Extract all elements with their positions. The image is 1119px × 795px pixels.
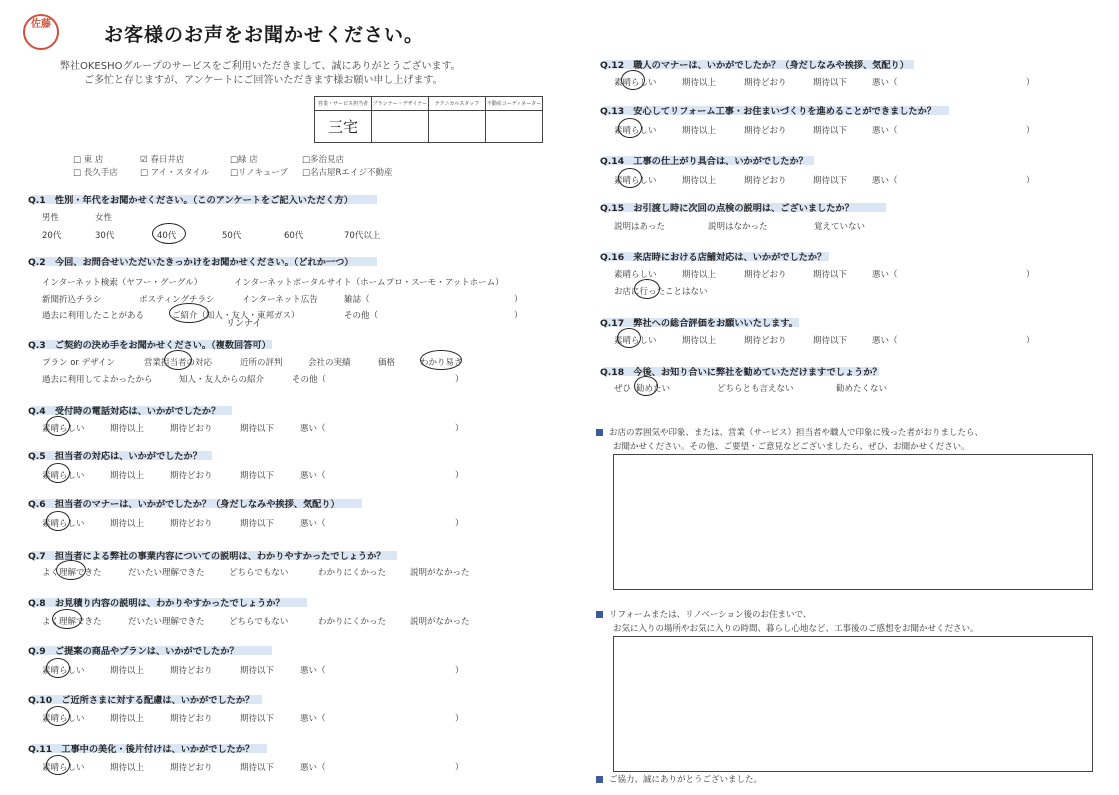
q14-bad[interactable]: 悪い（ xyxy=(872,176,898,186)
q12-below[interactable]: 期待以下 xyxy=(813,78,848,88)
q3-sales-response[interactable]: 営業担当者の対応 xyxy=(144,358,213,368)
q4-below[interactable]: 期待以下 xyxy=(240,424,275,434)
square-bullet-icon xyxy=(596,776,603,783)
q17-above[interactable]: 期待以上 xyxy=(682,336,717,346)
staff-header-realestate: 不動産コーディネーター xyxy=(486,97,543,111)
q15-not-explained[interactable]: 説明はなかった xyxy=(708,222,768,232)
store-renocube[interactable]: □リノキューブ xyxy=(230,168,288,178)
q2-magazine-close: ） xyxy=(514,295,523,305)
q8-understood-well[interactable]: よく理解できた xyxy=(42,617,102,627)
q6-bad-close: ） xyxy=(455,519,464,529)
q14-answer-circle xyxy=(618,168,642,188)
q3-friend-referral[interactable]: 知人・友人からの紹介 xyxy=(179,375,265,385)
q4-above[interactable]: 期待以上 xyxy=(110,424,145,434)
q9-bad-close: ） xyxy=(455,666,464,676)
intro-line-1: 弊社OKESHOグループのサービスをご利用いただきまして、誠にありがとうございます。 xyxy=(60,61,461,72)
q4-answer-circle xyxy=(46,416,70,436)
staff-header-planner: プランナー・デザイナー xyxy=(372,97,429,111)
q2-posting[interactable]: ポスティングチラシ xyxy=(139,295,215,305)
q9-bad[interactable]: 悪い（ xyxy=(300,666,326,676)
q10-bad[interactable]: 悪い（ xyxy=(300,714,326,724)
q2-handwritten-note: リンナイ xyxy=(226,319,262,329)
q11-below[interactable]: 期待以下 xyxy=(240,763,275,773)
q2-referral[interactable]: ご紹介（知人・友人・東邦ガス） xyxy=(172,311,300,321)
q9-above[interactable]: 期待以上 xyxy=(110,666,145,676)
q13-above[interactable]: 期待以上 xyxy=(682,126,717,136)
q1-male[interactable]: 男性 xyxy=(42,213,60,223)
comment2-prompt-2: お気に入りの場所やお気に入りの時間、暮らし心地など、工事後のご感想をお聞かせください。 xyxy=(613,624,979,634)
comment2-prompt-1: リフォームまたは、リノベーション後のお住まいで、 xyxy=(596,608,811,620)
q12-label: Q.12 職人のマナーは、いかがでしたか？（身だしなみや挨拶、気配り） xyxy=(600,60,909,71)
q5-as-expected[interactable]: 期待どおり xyxy=(170,471,213,481)
q11-answer-circle xyxy=(46,755,70,775)
q17-excellent[interactable]: 素晴らしい xyxy=(614,336,657,346)
q15-explained[interactable]: 説明はあった xyxy=(614,222,665,232)
q1-answer-circle xyxy=(152,223,186,244)
q5-excellent[interactable]: 素晴らしい xyxy=(42,471,85,481)
q6-bad[interactable]: 悪い（ xyxy=(300,519,326,529)
intro-line-2: ご多忙と存じますが、アンケートにご回答いただきます様お願い申し上げます。 xyxy=(84,75,443,86)
q6-below[interactable]: 期待以下 xyxy=(240,519,275,529)
q4-as-expected[interactable]: 期待どおり xyxy=(170,424,213,434)
q1-age-70[interactable]: 70代以上 xyxy=(344,231,381,241)
q5-label: Q.5 担当者の対応は、いかがでしたか？ xyxy=(28,451,202,462)
staff-value-realestate[interactable] xyxy=(486,111,543,143)
store-nagakute[interactable]: □ 長久手店 xyxy=(73,168,118,178)
q13-bad-close: ） xyxy=(1026,126,1035,136)
q6-label: Q.6 担当者のマナーは、いかがでしたか？（身だしなみや挨拶、気配り） xyxy=(28,499,340,510)
q11-label: Q.11 工事中の美化・後片付けは、いかがでしたか？ xyxy=(28,744,255,755)
q12-excellent[interactable]: 素晴らしい xyxy=(614,78,657,88)
q2-web-ad[interactable]: インターネット広告 xyxy=(242,295,318,305)
q10-above[interactable]: 期待以上 xyxy=(110,714,145,724)
q13-bad[interactable]: 悪い（ xyxy=(872,126,898,136)
q13-excellent[interactable]: 素晴らしい xyxy=(614,126,657,136)
staff-value-tech[interactable] xyxy=(429,111,486,143)
q7-unclear[interactable]: わかりにくかった xyxy=(318,568,387,578)
seal-stamp: 佐藤 xyxy=(23,14,59,50)
staff-value-planner[interactable] xyxy=(372,111,429,143)
staff-header-sales: 営業・サービス担当者 xyxy=(315,97,372,111)
q3-track-record[interactable]: 会社の実績 xyxy=(308,358,351,368)
q2-search[interactable]: インターネット検索（ヤフー・グーグル） xyxy=(42,278,203,288)
q9-excellent[interactable]: 素晴らしい xyxy=(42,666,85,676)
q13-label: Q.13 安心してリフォーム工事・お住まいづくりを進めることができましたか？ xyxy=(600,106,936,117)
q2-portal[interactable]: インターネットポータルサイト（ホームプロ・スーモ・アットホーム） xyxy=(234,278,504,288)
q12-bad-close: ） xyxy=(1026,78,1035,88)
q11-bad-close: ） xyxy=(455,763,464,773)
store-kasugai[interactable]: ☑ 春日井店 xyxy=(140,155,185,165)
q10-as-expected[interactable]: 期待どおり xyxy=(170,714,213,724)
q2-newspaper[interactable]: 新聞折込チラシ xyxy=(42,295,102,305)
q3-other[interactable]: その他（ xyxy=(292,375,327,385)
q8-mostly[interactable]: だいたい理解できた xyxy=(128,617,205,627)
q16-answer-circle xyxy=(634,279,660,299)
q6-excellent[interactable]: 素晴らしい xyxy=(42,519,85,529)
q10-answer-circle xyxy=(46,706,70,726)
q14-bad-close: ） xyxy=(1026,176,1035,186)
q13-below[interactable]: 期待以下 xyxy=(813,126,848,136)
q1-age-50[interactable]: 50代 xyxy=(222,231,242,241)
q16-as-expected[interactable]: 期待どおり xyxy=(744,270,787,280)
q11-bad[interactable]: 悪い（ xyxy=(300,763,326,773)
q7-no-explanation[interactable]: 説明がなかった xyxy=(410,568,470,578)
q9-answer-circle xyxy=(46,658,70,678)
q11-above[interactable]: 期待以上 xyxy=(110,763,145,773)
store-istyle[interactable]: □ アイ・スタイル xyxy=(140,168,210,178)
square-bullet-icon xyxy=(596,429,603,436)
q17-label: Q.17 弊社への総合評価をお願いいたします。 xyxy=(600,318,798,329)
q1-female[interactable]: 女性 xyxy=(95,213,113,223)
q3-reputation[interactable]: 近所の評判 xyxy=(240,358,283,368)
q16-bad[interactable]: 悪い（ xyxy=(872,270,898,280)
q7-understood-well[interactable]: よく理解できた xyxy=(42,568,102,578)
q5-below[interactable]: 期待以下 xyxy=(240,471,275,481)
staff-table xyxy=(314,96,543,143)
q3-other-close: ） xyxy=(455,375,464,385)
q5-answer-circle xyxy=(46,463,70,483)
q3-label: Q.3 ご契約の決め手をお聞かせください。（複数回答可） xyxy=(28,340,271,351)
comment1-prompt-2: お聞かせください。その他、ご要望・ご意見などございましたら、ぜひ、お聞かせください。 xyxy=(613,442,970,452)
q3-answer-circle-2 xyxy=(420,350,462,370)
q10-bad-close: ） xyxy=(455,714,464,724)
page-title: お客様のお声をお聞かせください。 xyxy=(104,24,425,46)
staff-value-sales[interactable]: 三宅 xyxy=(315,111,372,143)
q16-bad-close: ） xyxy=(1026,270,1035,280)
q8-answer-circle xyxy=(52,609,82,629)
q16-above[interactable]: 期待以上 xyxy=(682,270,717,280)
q18-definitely[interactable]: ぜひ xyxy=(614,384,632,394)
q5-bad-close: ） xyxy=(455,471,464,481)
q18-label: Q.18 今後、お知り合いに弊社を勧めていただけますでしょうか？ xyxy=(600,367,882,378)
q3-clarity[interactable]: わかり易さ xyxy=(420,358,463,368)
q8-no-explanation[interactable]: 説明がなかった xyxy=(410,617,470,627)
q3-answer-circle-1 xyxy=(164,350,192,370)
comment1-prompt-1: お店の雰囲気や印象、または、営業（サービス）担当者や職人で印象に残った者がおりましたら、 xyxy=(596,426,983,438)
q16-never-visited[interactable]: お店に行ったことはない xyxy=(614,287,708,297)
q17-as-expected[interactable]: 期待どおり xyxy=(744,336,787,346)
q16-label: Q.16 来店時における店舗対応は、いかがでしたか？ xyxy=(600,252,827,263)
q15-label: Q.15 お引渡し時に次回の点検の説明は、ございましたか？ xyxy=(600,203,854,214)
q10-below[interactable]: 期待以下 xyxy=(240,714,275,724)
q9-below[interactable]: 期待以下 xyxy=(240,666,275,676)
q8-unclear[interactable]: わかりにくかった xyxy=(318,617,387,627)
q4-bad[interactable]: 悪い（ xyxy=(300,424,326,434)
q11-as-expected[interactable]: 期待どおり xyxy=(170,763,213,773)
q9-as-expected[interactable]: 期待どおり xyxy=(170,666,213,676)
q8-label: Q.8 お見積り内容の説明は、わかりやすかったでしょうか？ xyxy=(28,598,285,609)
q13-as-expected[interactable]: 期待どおり xyxy=(744,126,787,136)
q2-label: Q.2 今回、お問合せいただいたきっかけをお聞かせください。（どれか一つ） xyxy=(28,257,354,268)
store-higashi[interactable]: □ 東 店 xyxy=(73,155,104,165)
q10-label: Q.10 ご近所さまに対する配慮は、いかがでしたか？ xyxy=(28,695,255,706)
q1-age-20[interactable]: 20代 xyxy=(42,231,62,241)
q4-bad-close: ） xyxy=(455,424,464,434)
q7-neutral[interactable]: どちらでもない xyxy=(229,568,289,578)
comment1-textarea[interactable] xyxy=(613,454,1093,590)
square-bullet-icon xyxy=(596,611,603,618)
q16-excellent[interactable]: 素晴らしい xyxy=(614,270,657,280)
q11-excellent[interactable]: 素晴らしい xyxy=(42,763,85,773)
q1-age-60[interactable]: 60代 xyxy=(284,231,304,241)
q9-label: Q.9 ご提案の商品やプランは、いかがでしたか？ xyxy=(28,646,239,657)
q5-above[interactable]: 期待以上 xyxy=(110,471,145,481)
q2-other-close: ） xyxy=(514,311,523,321)
q14-below[interactable]: 期待以下 xyxy=(813,176,848,186)
q14-label: Q.14 工事の仕上がり具合は、いかがでしたか？ xyxy=(600,156,808,167)
q12-as-expected[interactable]: 期待どおり xyxy=(744,78,787,88)
q4-excellent[interactable]: 素晴らしい xyxy=(42,424,85,434)
q6-answer-circle xyxy=(46,511,70,531)
q15-dont-remember[interactable]: 覚えていない xyxy=(814,222,866,232)
q3-past-good[interactable]: 過去に利用してよかったから xyxy=(42,375,153,385)
q18-answer-circle xyxy=(634,376,658,396)
store-tajimi[interactable]: □多治見店 xyxy=(302,155,345,165)
q17-below[interactable]: 期待以下 xyxy=(813,336,848,346)
q14-as-expected[interactable]: 期待どおり xyxy=(744,176,787,186)
q17-bad-close: ） xyxy=(1026,336,1035,346)
staff-header-tech: テクニカルスタッフ xyxy=(429,97,486,111)
q8-neutral[interactable]: どちらでもない xyxy=(229,617,289,627)
q17-bad[interactable]: 悪い（ xyxy=(872,336,898,346)
thanks-message: ご協力、誠にありがとうございました。 xyxy=(596,773,762,785)
q10-excellent[interactable]: 素晴らしい xyxy=(42,714,85,724)
q1-age-40[interactable]: 40代 xyxy=(157,231,177,241)
q1-age-30[interactable]: 30代 xyxy=(95,231,115,241)
q2-past-use[interactable]: 過去に利用したことがある xyxy=(42,311,145,321)
q16-below[interactable]: 期待以下 xyxy=(813,270,848,280)
q7-answer-circle xyxy=(56,560,86,580)
q14-above[interactable]: 期待以上 xyxy=(682,176,717,186)
q18-not-recommend[interactable]: 勧めたくない xyxy=(836,384,888,394)
q12-bad[interactable]: 悪い（ xyxy=(872,78,898,88)
q2-answer-circle xyxy=(169,303,209,323)
q1-label: Q.1 性別・年代をお聞かせください。（このアンケートをご記入いただく方） xyxy=(28,195,353,206)
q6-above[interactable]: 期待以上 xyxy=(110,519,145,529)
q13-answer-circle xyxy=(618,118,642,138)
store-midori[interactable]: □緑 店 xyxy=(230,155,258,165)
q2-magazine[interactable]: 雑誌（ xyxy=(344,295,370,305)
q3-price[interactable]: 価格 xyxy=(378,358,396,368)
q12-answer-circle xyxy=(621,70,645,90)
q18-neutral[interactable]: どちらとも言えない xyxy=(717,384,794,394)
q7-mostly[interactable]: だいたい理解できた xyxy=(128,568,205,578)
q6-as-expected[interactable]: 期待どおり xyxy=(170,519,213,529)
q12-above[interactable]: 期待以上 xyxy=(682,78,717,88)
q14-excellent[interactable]: 素晴らしい xyxy=(614,176,657,186)
comment2-textarea[interactable] xyxy=(613,636,1093,772)
q3-plan-design[interactable]: プラン or デザイン xyxy=(42,358,116,368)
store-nagoya-rage[interactable]: □名古屋Rエイジ不動産 xyxy=(302,168,393,178)
q4-label: Q.4 受付時の電話対応は、いかがでしたか？ xyxy=(28,406,221,417)
q5-bad[interactable]: 悪い（ xyxy=(300,471,326,481)
q2-other[interactable]: その他（ xyxy=(344,311,379,321)
q17-answer-circle xyxy=(617,328,641,348)
q18-recommend[interactable]: 勧めたい xyxy=(636,384,671,394)
q7-label: Q.7 担当者による弊社の事業内容についての説明は、わかりやすかったでしょうか？ xyxy=(28,551,386,562)
